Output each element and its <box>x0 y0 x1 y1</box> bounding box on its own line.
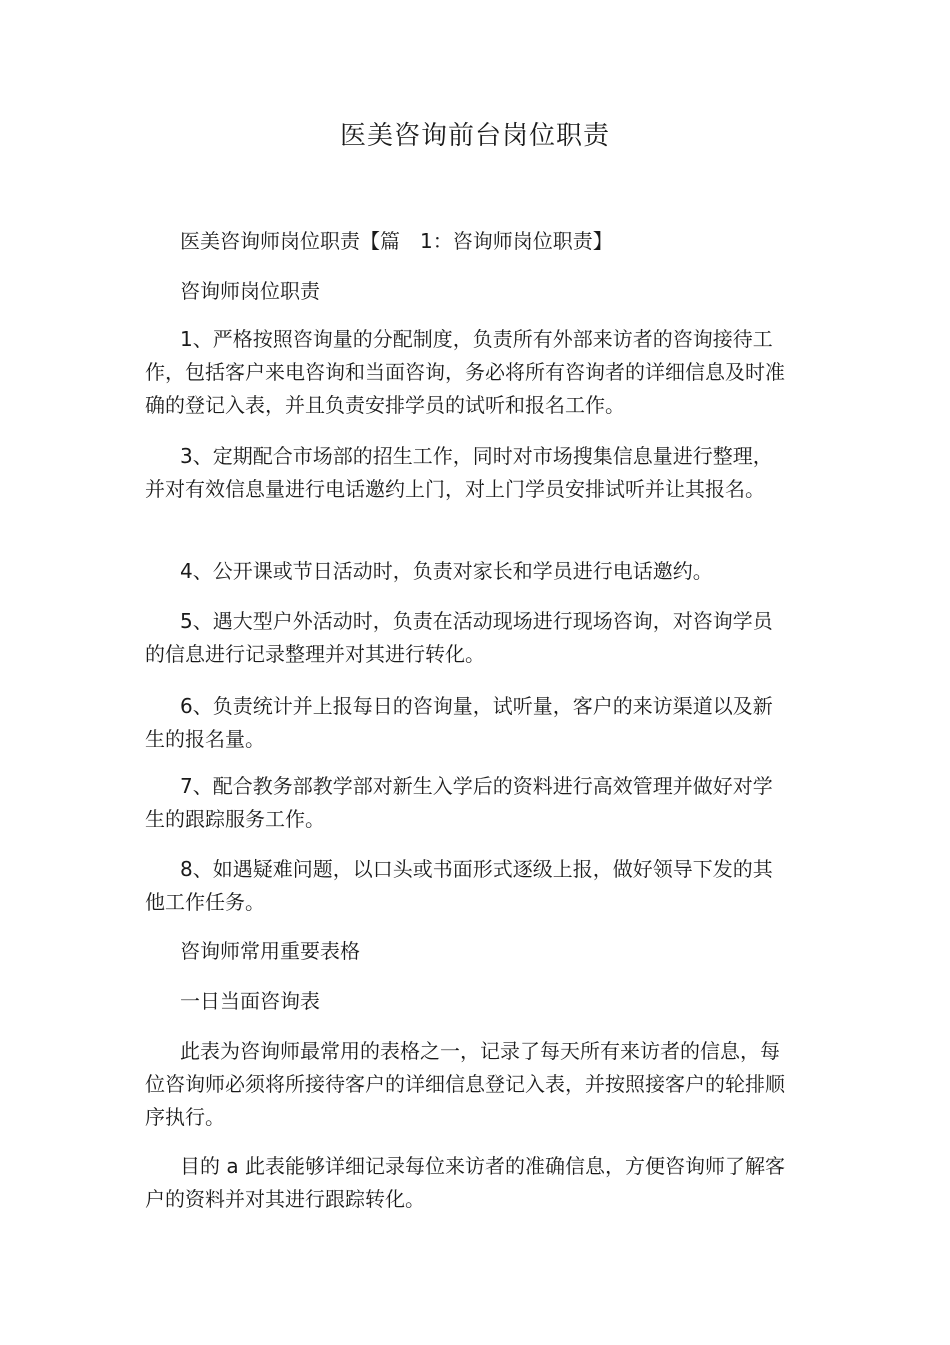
paragraph-tables-heading: 咨询师常用重要表格 <box>180 939 360 963</box>
paragraph-item-7: 7、配合教务部教学部对新生入学后的资料进行高效管理并做好对学生的跟踪服务工作。 <box>145 774 773 831</box>
document-title: 医美咨询前台岗位职责 <box>339 121 610 151</box>
paragraph-item-6: 6、负责统计并上报每日的咨询量，试听量，客户的来访渠道以及新生的报名量。 <box>145 694 773 751</box>
paragraph-item-3: 3、定期配合市场部的招生工作，同时对市场搜集信息量进行整理，并对有效信息量进行电话邀约上门，对上门学员安排试听并让其报名。 <box>145 444 773 501</box>
paragraph-form-description: 此表为咨询师最常用的表格之一，记录了每天所有来访者的信息，每位咨询师必须将所接待客户的详细信息登记入表，并按照接客户的轮排顺序执行。 <box>145 1039 785 1129</box>
paragraph-item-1: 1、严格按照咨询量的分配制度，负责所有外部来访者的咨询接待工作，包括客户来电咨询和当面咨询，务必将所有咨询者的详细信息及时准确的登记入表，并且负责安排学员的试听和报名工作。 <box>145 327 785 417</box>
paragraph-item-8: 8、如遇疑难问题，以口头或书面形式逐级上报，做好领导下发的其他工作任务。 <box>145 857 773 914</box>
paragraph-form-purpose: 目的 a 此表能够详细记录每位来访者的准确信息，方便咨询师了解客户的资料并对其进行跟踪转化。 <box>145 1154 785 1211</box>
paragraph-item-5: 5、遇大型户外活动时，负责在活动现场进行现场咨询，对咨询学员的信息进行记录整理并对其进行转化。 <box>145 609 773 666</box>
paragraph-subheading: 咨询师岗位职责 <box>180 279 320 303</box>
paragraph-daily-form: 一日当面咨询表 <box>180 989 320 1013</box>
paragraph-heading-section: 医美咨询师岗位职责【篇 1：咨询师岗位职责】 <box>180 229 613 253</box>
paragraph-item-4: 4、公开课或节日活动时，负责对家长和学员进行电话邀约。 <box>180 559 713 583</box>
